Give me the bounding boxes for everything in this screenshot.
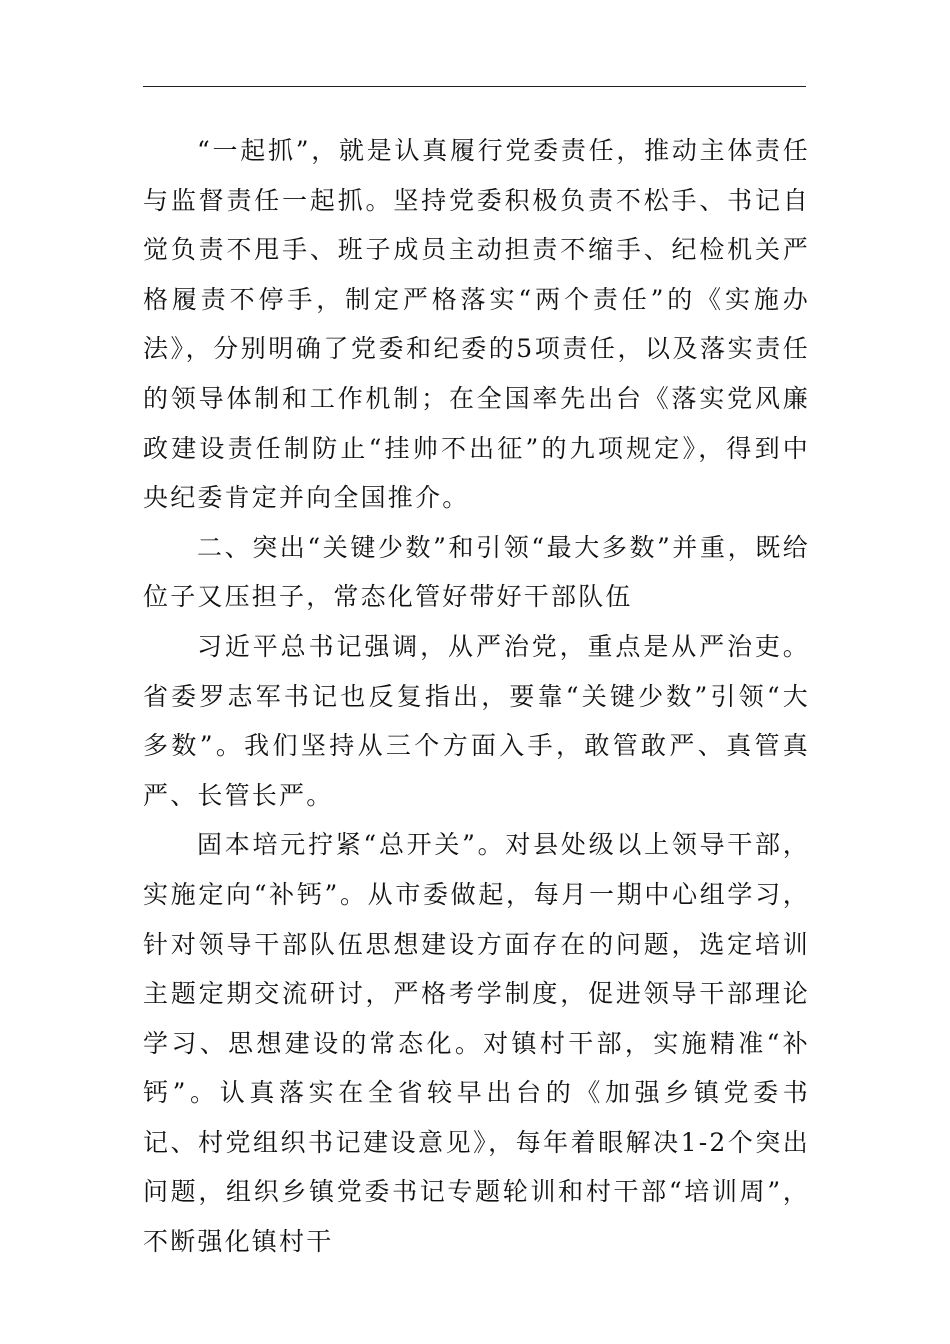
paragraph-congyanzhili: 习近平总书记强调，从严治党，重点是从严治吏。省委罗志军书记也反复指出，要靠“关键少数”引领“大多数”。我们坚持从三个方面入手，敢管敢严、真管真严、长管长严。 [143,631,810,810]
paragraph-yiqizhua: “一起抓”，就是认真履行党委责任，推动主体责任与监督责任一起抓。坚持党委积极负责不松手、书记自觉负责不甩手、班子成员主动担责不缩手、纪检机关严格履责不停手，制定严格落实“两个责任”的《实施办法》，分别明确了党委和纪委的5项责任，以及落实责任的领导体制和工作机制；在全国率先出台《落实党风廉政建设责任制防止“挂帅不出征”的九项规定》，得到中央纪委肯定并向全国推介。 [143,136,810,513]
document-body [143,126,810,1267]
paragraph-gubenpeiyuan: 固本培元拧紧“总开关”。对县处级以上领导干部，实施定向“补钙”。从市委做起，每月一期中心组学习，针对领导干部队伍思想建设方面存在的问题，选定培训主题定期交流研讨，严格考学制度，促进领导干部理论学习、思想建设的常态化。对镇村干部，实施精准“补钙”。认真落实在全省较早出台的《加强乡镇党委书记、村党组织书记建设意见》，每年着眼解决1-2个突出问题，组织乡镇党委书记专题轮训和村干部“培训周”，不断强化镇村干 [143,830,810,1257]
section-heading-2: 二、突出“关键少数”和引领“最大多数”并重，既给位子又压担子，常态化管好带好干部队伍 [143,532,810,612]
header-rule [143,86,806,87]
